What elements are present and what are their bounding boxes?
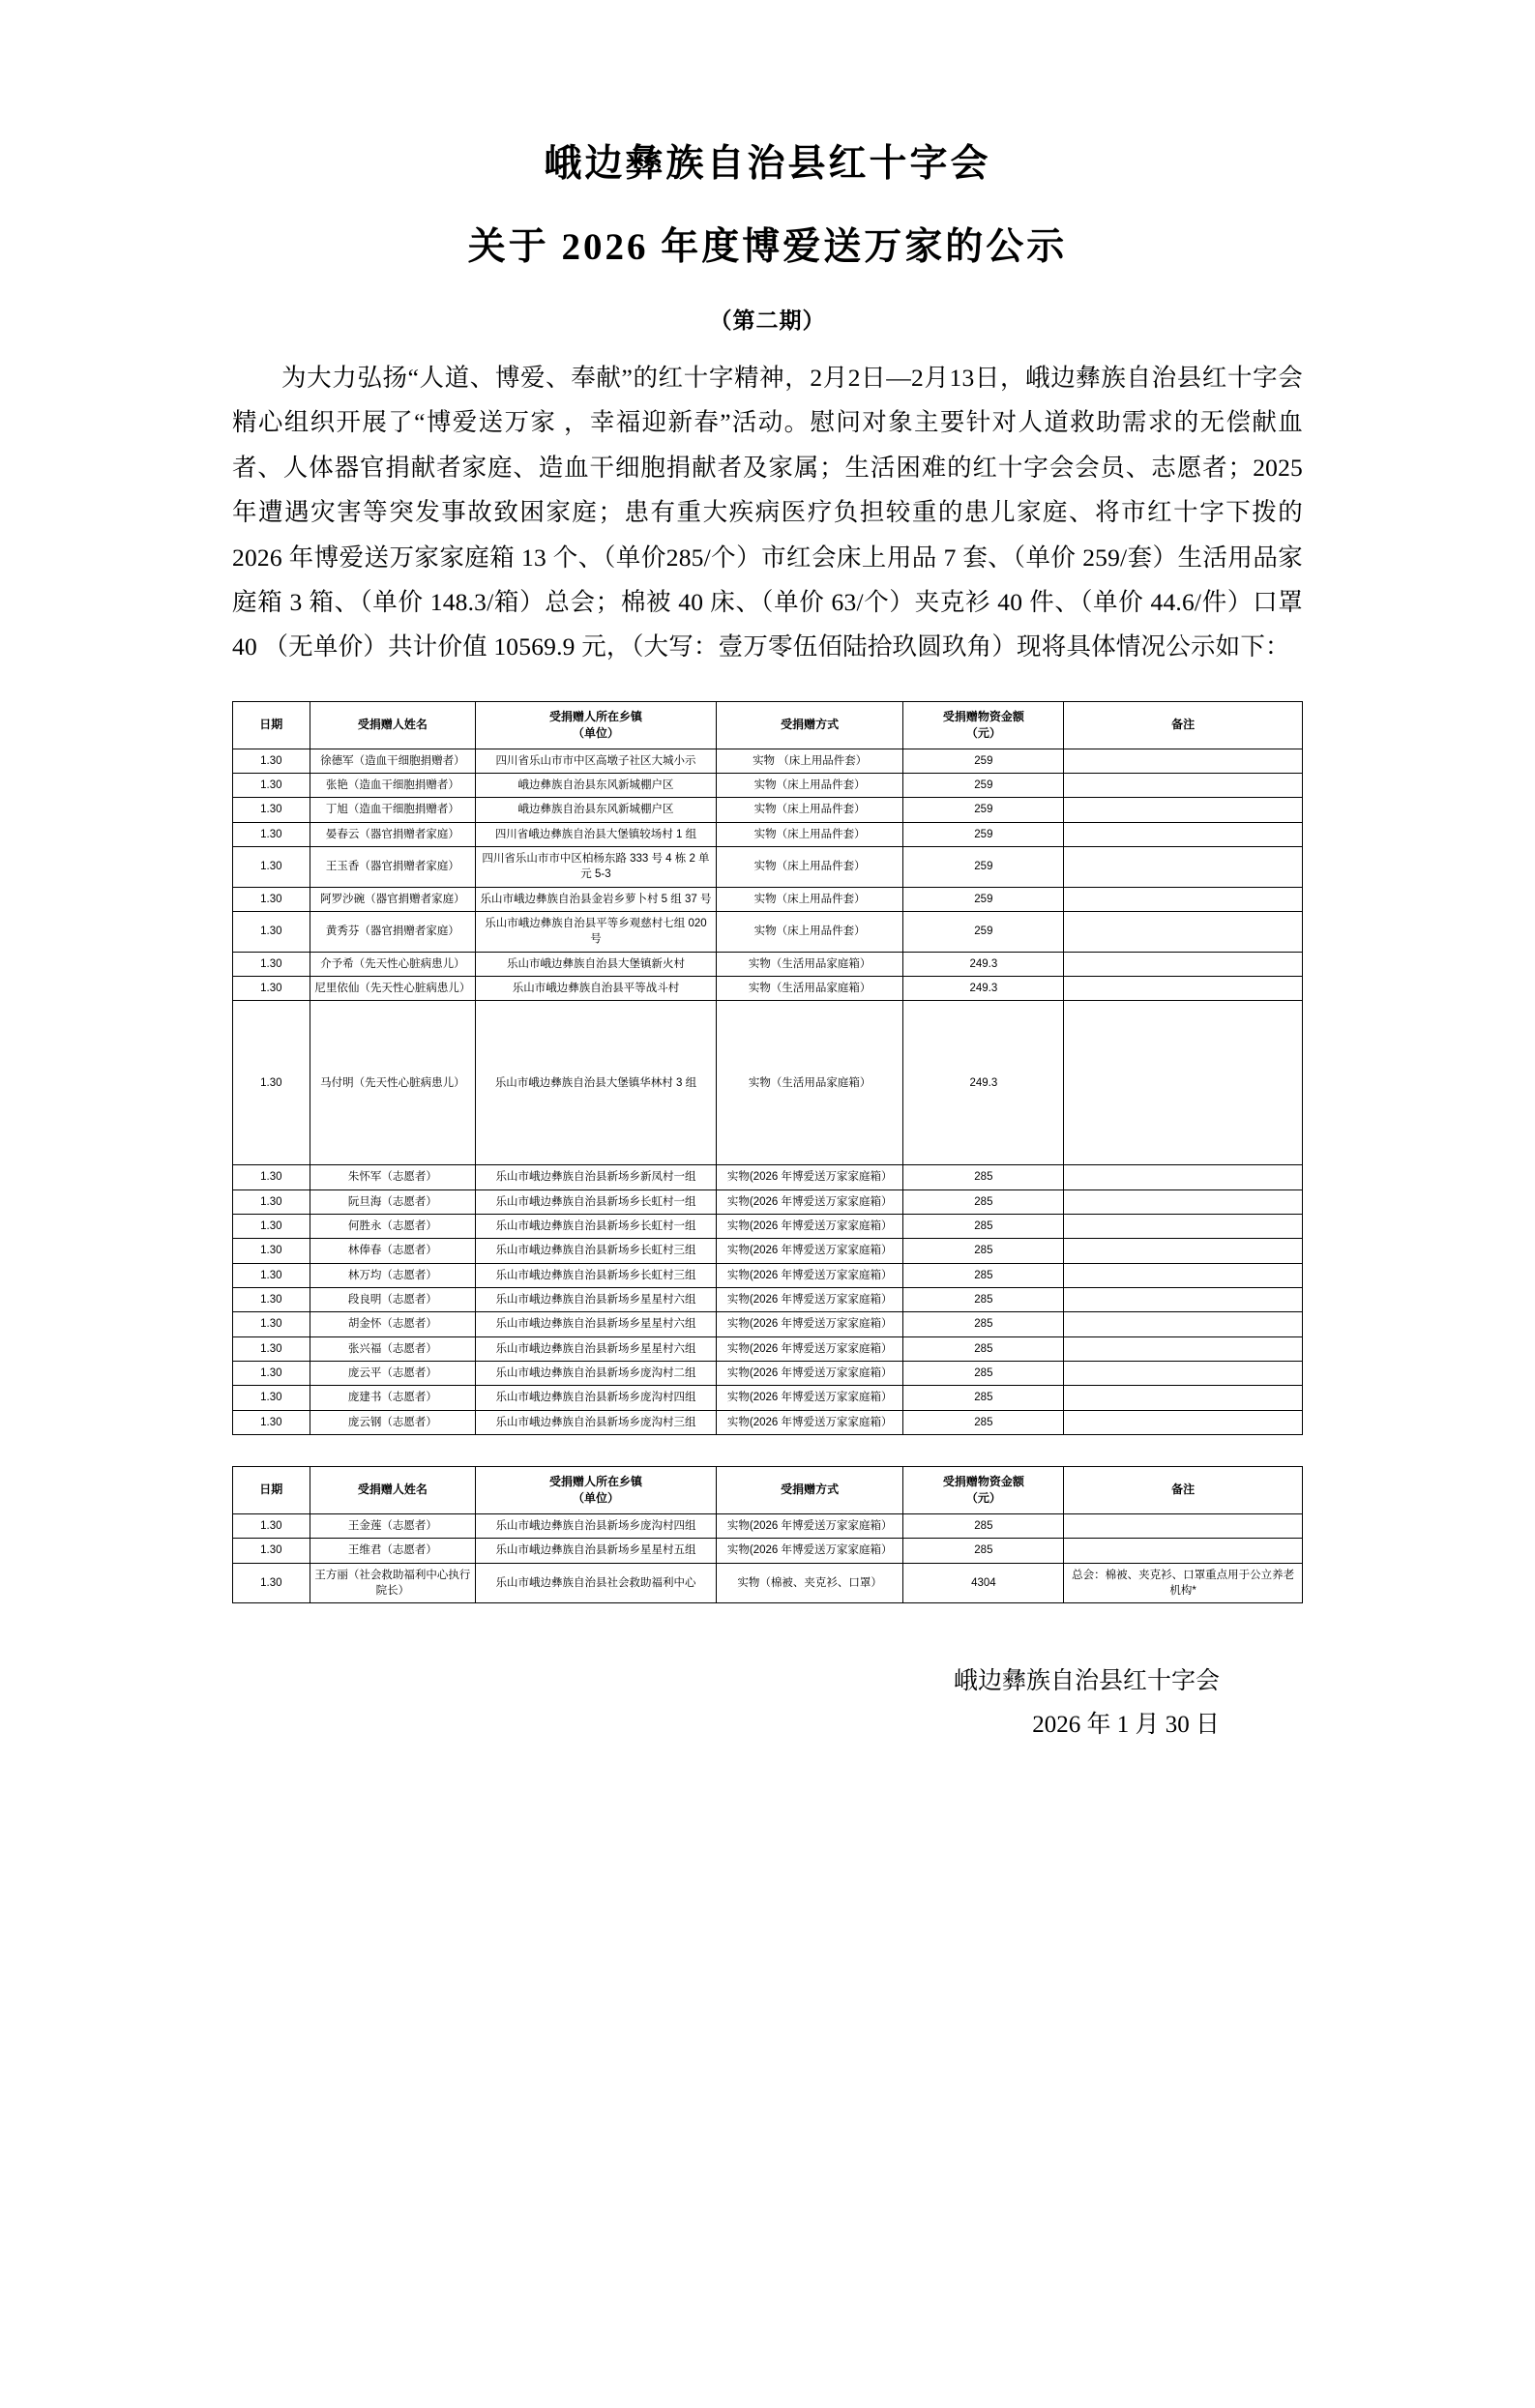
cell-date: 1.30 bbox=[233, 1001, 310, 1165]
cell-name: 庞云钢（志愿者） bbox=[310, 1410, 475, 1434]
signature-block bbox=[232, 1659, 1303, 1747]
cell-address: 四川省乐山市市中区柏杨东路 333 号 4 栋 2 单元 5-3 bbox=[476, 847, 717, 888]
cell-name: 何胜永（志愿者） bbox=[310, 1214, 475, 1238]
header-date: 日期 bbox=[233, 701, 310, 749]
table-row bbox=[233, 1513, 1303, 1538]
header-address bbox=[476, 1466, 717, 1513]
cell-address: 乐山市峨边彝族自治县新场乡长虹村一组 bbox=[476, 1189, 717, 1214]
cell-date: 1.30 bbox=[233, 1361, 310, 1385]
cell-amount: 285 bbox=[903, 1214, 1064, 1238]
header-date: 日期 bbox=[233, 1466, 310, 1513]
cell-name: 王金莲（志愿者） bbox=[310, 1513, 475, 1538]
page-title-line1: 峨边彝族自治县红十字会 bbox=[544, 143, 991, 185]
cell-amount: 285 bbox=[903, 1539, 1064, 1563]
cell-method: 实物(2026 年博爱送万家家庭箱） bbox=[716, 1539, 903, 1563]
header-amount bbox=[903, 1466, 1064, 1513]
cell-amount: 249.3 bbox=[903, 1001, 1064, 1165]
header-amount bbox=[903, 701, 1064, 749]
cell-amount: 285 bbox=[903, 1410, 1064, 1434]
cell-method: 实物（床上用品件套） bbox=[716, 847, 903, 888]
cell-date: 1.30 bbox=[233, 1312, 310, 1336]
table-row bbox=[233, 1214, 1303, 1238]
cell-name: 晏春云（器官捐赠者家庭） bbox=[310, 822, 475, 846]
cell-address: 四川省乐山市市中区高墩子社区大城小示 bbox=[476, 749, 717, 773]
table-row bbox=[233, 1539, 1303, 1563]
cell-note bbox=[1064, 1001, 1303, 1165]
header-amount-line1: 受捐赠物资金额 bbox=[942, 709, 1024, 723]
cell-address: 乐山市峨边彝族自治县新场乡庞沟村四组 bbox=[476, 1386, 717, 1410]
cell-method: 实物（床上用品件套） bbox=[716, 774, 903, 798]
cell-note bbox=[1064, 1165, 1303, 1189]
table-body-part1 bbox=[233, 749, 1303, 1434]
cell-method: 实物(2026 年博爱送万家家庭箱） bbox=[716, 1214, 903, 1238]
cell-method: 实物(2026 年博爱送万家家庭箱） bbox=[716, 1239, 903, 1263]
page-title-line2: 关于 2026 年度博爱送万家的公示 bbox=[467, 226, 1068, 269]
cell-name: 阮旦海（志愿者） bbox=[310, 1189, 475, 1214]
cell-note bbox=[1064, 1513, 1303, 1538]
cell-amount: 259 bbox=[903, 749, 1064, 773]
donation-table-part2 bbox=[232, 1466, 1303, 1603]
table-row bbox=[233, 847, 1303, 888]
cell-note bbox=[1064, 1263, 1303, 1287]
cell-date: 1.30 bbox=[233, 774, 310, 798]
cell-method: 实物（生活用品家庭箱） bbox=[716, 1001, 903, 1165]
cell-name: 胡金怀（志愿者） bbox=[310, 1312, 475, 1336]
cell-name: 张艳（造血干细胞捐赠者） bbox=[310, 774, 475, 798]
cell-note bbox=[1064, 798, 1303, 822]
cell-name: 介予希（先天性心脏病患儿） bbox=[310, 952, 475, 976]
table-row bbox=[233, 749, 1303, 773]
table-row bbox=[233, 1263, 1303, 1287]
cell-amount: 259 bbox=[903, 912, 1064, 953]
cell-name: 朱怀军（志愿者） bbox=[310, 1165, 475, 1189]
cell-method: 实物(2026 年博爱送万家家庭箱） bbox=[716, 1287, 903, 1311]
table-row bbox=[233, 887, 1303, 911]
table-row bbox=[233, 1165, 1303, 1189]
cell-note bbox=[1064, 1386, 1303, 1410]
cell-date: 1.30 bbox=[233, 1263, 310, 1287]
cell-address: 乐山市峨边彝族自治县社会救助福利中心 bbox=[476, 1563, 717, 1603]
cell-address: 乐山市峨边彝族自治县新场乡星星村六组 bbox=[476, 1312, 717, 1336]
cell-method: 实物(2026 年博爱送万家家庭箱） bbox=[716, 1513, 903, 1538]
cell-name: 林俸春（志愿者） bbox=[310, 1239, 475, 1263]
table-row bbox=[233, 1001, 1303, 1165]
header-address-line2: （单位） bbox=[572, 1490, 619, 1505]
body-paragraph: 为大力弘扬“人道、博爱、奉献”的红十字精神，2月2日—2月13日，峨边彝族自治县红十字会精心组织开展了“博爱送万家 ，幸福迎新春”活动。慰问对象主要针对人道救助需求的无偿献血者、人体器官捐献者家庭、造血干细胞捐献者及家属；生活困难的红十字会会员、志愿者；2025 年遭遇灾害等突发事故致困家庭；患有重大疾病医疗负担较重的患儿家庭、将市红十字下拨的 2026 年博爱送万家家庭箱 13 个、（单价285/个）市红会床上用品 7 套、（单价 259/套）生活用品家庭箱 3 箱、（单价 148.3/箱）总会；棉被 40 床、（单价 63/个）夹克衫 40 件、（单价 44.6/件）口罩 40 （无单价）共计价值 10569.9 元，（大写：壹万零伍佰陆拾玖圆玖角）现将具体情况公示如下： bbox=[232, 363, 1303, 661]
cell-note bbox=[1064, 887, 1303, 911]
cell-amount: 285 bbox=[903, 1312, 1064, 1336]
cell-amount: 249.3 bbox=[903, 977, 1064, 1001]
cell-name: 徐德军（造血干细胞捐赠者） bbox=[310, 749, 475, 773]
cell-amount: 249.3 bbox=[903, 952, 1064, 976]
cell-address: 乐山市峨边彝族自治县大堡镇新火村 bbox=[476, 952, 717, 976]
cell-date: 1.30 bbox=[233, 798, 310, 822]
header-address-line1: 受捐赠人所在乡镇 bbox=[548, 709, 642, 723]
table-row bbox=[233, 1312, 1303, 1336]
cell-amount: 285 bbox=[903, 1287, 1064, 1311]
cell-method: 实物（床上用品件套） bbox=[716, 912, 903, 953]
cell-amount: 285 bbox=[903, 1263, 1064, 1287]
table-row bbox=[233, 952, 1303, 976]
header-address bbox=[476, 701, 717, 749]
cell-address: 乐山市峨边彝族自治县新场乡庞沟村三组 bbox=[476, 1410, 717, 1434]
cell-date: 1.30 bbox=[233, 1239, 310, 1263]
cell-date: 1.30 bbox=[233, 1513, 310, 1538]
cell-amount: 259 bbox=[903, 822, 1064, 846]
cell-address: 乐山市峨边彝族自治县平等战斗村 bbox=[476, 977, 717, 1001]
cell-method: 实物(2026 年博爱送万家家庭箱） bbox=[716, 1336, 903, 1361]
table-row bbox=[233, 912, 1303, 953]
cell-address: 乐山市峨边彝族自治县新场乡新凤村一组 bbox=[476, 1165, 717, 1189]
cell-date: 1.30 bbox=[233, 1336, 310, 1361]
cell-name: 马付明（先天性心脏病患儿） bbox=[310, 1001, 475, 1165]
cell-note bbox=[1064, 847, 1303, 888]
cell-amount: 259 bbox=[903, 847, 1064, 888]
cell-note bbox=[1064, 822, 1303, 846]
cell-note bbox=[1064, 952, 1303, 976]
cell-date: 1.30 bbox=[233, 1214, 310, 1238]
cell-note bbox=[1064, 1214, 1303, 1238]
cell-address: 乐山市峨边彝族自治县新场乡庞沟村二组 bbox=[476, 1361, 717, 1385]
cell-method: 实物（生活用品家庭箱） bbox=[716, 977, 903, 1001]
cell-note bbox=[1064, 1361, 1303, 1385]
cell-method: 实物(2026 年博爱送万家家庭箱） bbox=[716, 1361, 903, 1385]
table-row bbox=[233, 1239, 1303, 1263]
cell-method: 实物(2026 年博爱送万家家庭箱） bbox=[716, 1386, 903, 1410]
table-row bbox=[233, 1336, 1303, 1361]
table-row bbox=[233, 1361, 1303, 1385]
table-row bbox=[233, 1189, 1303, 1214]
cell-date: 1.30 bbox=[233, 847, 310, 888]
cell-address: 乐山市峨边彝族自治县新场乡长虹村一组 bbox=[476, 1214, 717, 1238]
cell-amount: 4304 bbox=[903, 1563, 1064, 1603]
cell-address: 四川省峨边彝族自治县大堡镇较场村 1 组 bbox=[476, 822, 717, 846]
header-name: 受捐赠人姓名 bbox=[310, 701, 475, 749]
cell-date: 1.30 bbox=[233, 977, 310, 1001]
donation-table-part1 bbox=[232, 701, 1303, 1435]
cell-amount: 259 bbox=[903, 798, 1064, 822]
cell-date: 1.30 bbox=[233, 1539, 310, 1563]
header-note: 备注 bbox=[1064, 701, 1303, 749]
cell-name: 黄秀芬（器官捐赠者家庭） bbox=[310, 912, 475, 953]
cell-date: 1.30 bbox=[233, 887, 310, 911]
signature-date: 2026 年 1 月 30 日 bbox=[1032, 1712, 1220, 1739]
page-subtitle: （第二期） bbox=[709, 308, 826, 333]
cell-name: 林万均（志愿者） bbox=[310, 1263, 475, 1287]
cell-note bbox=[1064, 1410, 1303, 1434]
cell-name: 王玉香（器官捐赠者家庭） bbox=[310, 847, 475, 888]
cell-address: 峨边彝族自治县东风新城棚户区 bbox=[476, 774, 717, 798]
cell-date: 1.30 bbox=[233, 1410, 310, 1434]
cell-note bbox=[1064, 1539, 1303, 1563]
cell-address: 乐山市峨边彝族自治县新场乡长虹村三组 bbox=[476, 1239, 717, 1263]
header-address-line1: 受捐赠人所在乡镇 bbox=[548, 1474, 642, 1488]
cell-amount: 285 bbox=[903, 1336, 1064, 1361]
cell-note bbox=[1064, 1189, 1303, 1214]
cell-date: 1.30 bbox=[233, 952, 310, 976]
signature-org: 峨边彝族自治县红十字会 bbox=[953, 1668, 1220, 1695]
cell-date: 1.30 bbox=[233, 1287, 310, 1311]
table-body-part2 bbox=[233, 1513, 1303, 1602]
cell-amount: 285 bbox=[903, 1189, 1064, 1214]
cell-amount: 259 bbox=[903, 774, 1064, 798]
cell-name: 尼里依仙（先天性心脏病患儿） bbox=[310, 977, 475, 1001]
cell-method: 实物(2026 年博爱送万家家庭箱） bbox=[716, 1263, 903, 1287]
cell-date: 1.30 bbox=[233, 912, 310, 953]
table-row bbox=[233, 798, 1303, 822]
cell-name: 庞云平（志愿者） bbox=[310, 1361, 475, 1385]
header-name: 受捐赠人姓名 bbox=[310, 1466, 475, 1513]
cell-address: 乐山市峨边彝族自治县新场乡庞沟村四组 bbox=[476, 1513, 717, 1538]
table-header-row bbox=[233, 1466, 1303, 1513]
cell-method: 实物(2026 年博爱送万家家庭箱） bbox=[716, 1165, 903, 1189]
cell-note: 总会：棉被、夹克衫、口罩重点用于公立养老机构* bbox=[1064, 1563, 1303, 1603]
cell-date: 1.30 bbox=[233, 822, 310, 846]
cell-name: 王维君（志愿者） bbox=[310, 1539, 475, 1563]
cell-method: 实物(2026 年博爱送万家家庭箱） bbox=[716, 1410, 903, 1434]
cell-date: 1.30 bbox=[233, 1563, 310, 1603]
cell-method: 实物(2026 年博爱送万家家庭箱） bbox=[716, 1189, 903, 1214]
header-method: 受捐赠方式 bbox=[716, 1466, 903, 1513]
cell-note bbox=[1064, 1239, 1303, 1263]
cell-note bbox=[1064, 749, 1303, 773]
cell-name: 庞建书（志愿者） bbox=[310, 1386, 475, 1410]
header-address-line2: （单位） bbox=[572, 725, 619, 740]
cell-note bbox=[1064, 774, 1303, 798]
cell-name: 张兴福（志愿者） bbox=[310, 1336, 475, 1361]
header-amount-line2: （元） bbox=[965, 1490, 1001, 1505]
cell-date: 1.30 bbox=[233, 749, 310, 773]
cell-address: 峨边彝族自治县东风新城棚户区 bbox=[476, 798, 717, 822]
cell-note bbox=[1064, 977, 1303, 1001]
cell-address: 乐山市峨边彝族自治县平等乡观慈村七组 020 号 bbox=[476, 912, 717, 953]
table-header-row bbox=[233, 701, 1303, 749]
cell-name: 王方丽（社会救助福利中心执行院长） bbox=[310, 1563, 475, 1603]
cell-amount: 285 bbox=[903, 1361, 1064, 1385]
cell-amount: 259 bbox=[903, 887, 1064, 911]
cell-date: 1.30 bbox=[233, 1165, 310, 1189]
cell-address: 乐山市峨边彝族自治县新场乡星星村六组 bbox=[476, 1336, 717, 1361]
cell-note bbox=[1064, 1312, 1303, 1336]
table-row bbox=[233, 1563, 1303, 1603]
cell-method: 实物（床上用品件套） bbox=[716, 887, 903, 911]
cell-date: 1.30 bbox=[233, 1386, 310, 1410]
cell-method: 实物 （床上用品件套） bbox=[716, 749, 903, 773]
header-amount-line2: （元） bbox=[965, 725, 1001, 740]
cell-name: 丁旭（造血干细胞捐赠者） bbox=[310, 798, 475, 822]
table-row bbox=[233, 822, 1303, 846]
cell-address: 乐山市峨边彝族自治县金岩乡萝卜村 5 组 37 号 bbox=[476, 887, 717, 911]
table-row bbox=[233, 1287, 1303, 1311]
header-method: 受捐赠方式 bbox=[716, 701, 903, 749]
cell-method: 实物（床上用品件套） bbox=[716, 822, 903, 846]
cell-amount: 285 bbox=[903, 1239, 1064, 1263]
header-amount-line1: 受捐赠物资金额 bbox=[942, 1474, 1024, 1488]
table-row bbox=[233, 1410, 1303, 1434]
cell-address: 乐山市峨边彝族自治县大堡镇华林村 3 组 bbox=[476, 1001, 717, 1165]
cell-date: 1.30 bbox=[233, 1189, 310, 1214]
cell-address: 乐山市峨边彝族自治县新场乡星星村六组 bbox=[476, 1287, 717, 1311]
cell-method: 实物(2026 年博爱送万家家庭箱） bbox=[716, 1312, 903, 1336]
table-row bbox=[233, 977, 1303, 1001]
cell-amount: 285 bbox=[903, 1513, 1064, 1538]
cell-method: 实物（床上用品件套） bbox=[716, 798, 903, 822]
title-block bbox=[232, 0, 1303, 335]
cell-amount: 285 bbox=[903, 1165, 1064, 1189]
cell-method: 实物（棉被、夹克衫、口罩） bbox=[716, 1563, 903, 1603]
cell-note bbox=[1064, 1287, 1303, 1311]
cell-note bbox=[1064, 912, 1303, 953]
cell-name: 段良明（志愿者） bbox=[310, 1287, 475, 1311]
cell-address: 乐山市峨边彝族自治县新场乡星星村五组 bbox=[476, 1539, 717, 1563]
table-row bbox=[233, 774, 1303, 798]
header-note: 备注 bbox=[1064, 1466, 1303, 1513]
cell-name: 阿罗沙碗（器官捐赠者家庭） bbox=[310, 887, 475, 911]
cell-amount: 285 bbox=[903, 1386, 1064, 1410]
cell-method: 实物（生活用品家庭箱） bbox=[716, 952, 903, 976]
cell-note bbox=[1064, 1336, 1303, 1361]
cell-address: 乐山市峨边彝族自治县新场乡长虹村三组 bbox=[476, 1263, 717, 1287]
table-row bbox=[233, 1386, 1303, 1410]
